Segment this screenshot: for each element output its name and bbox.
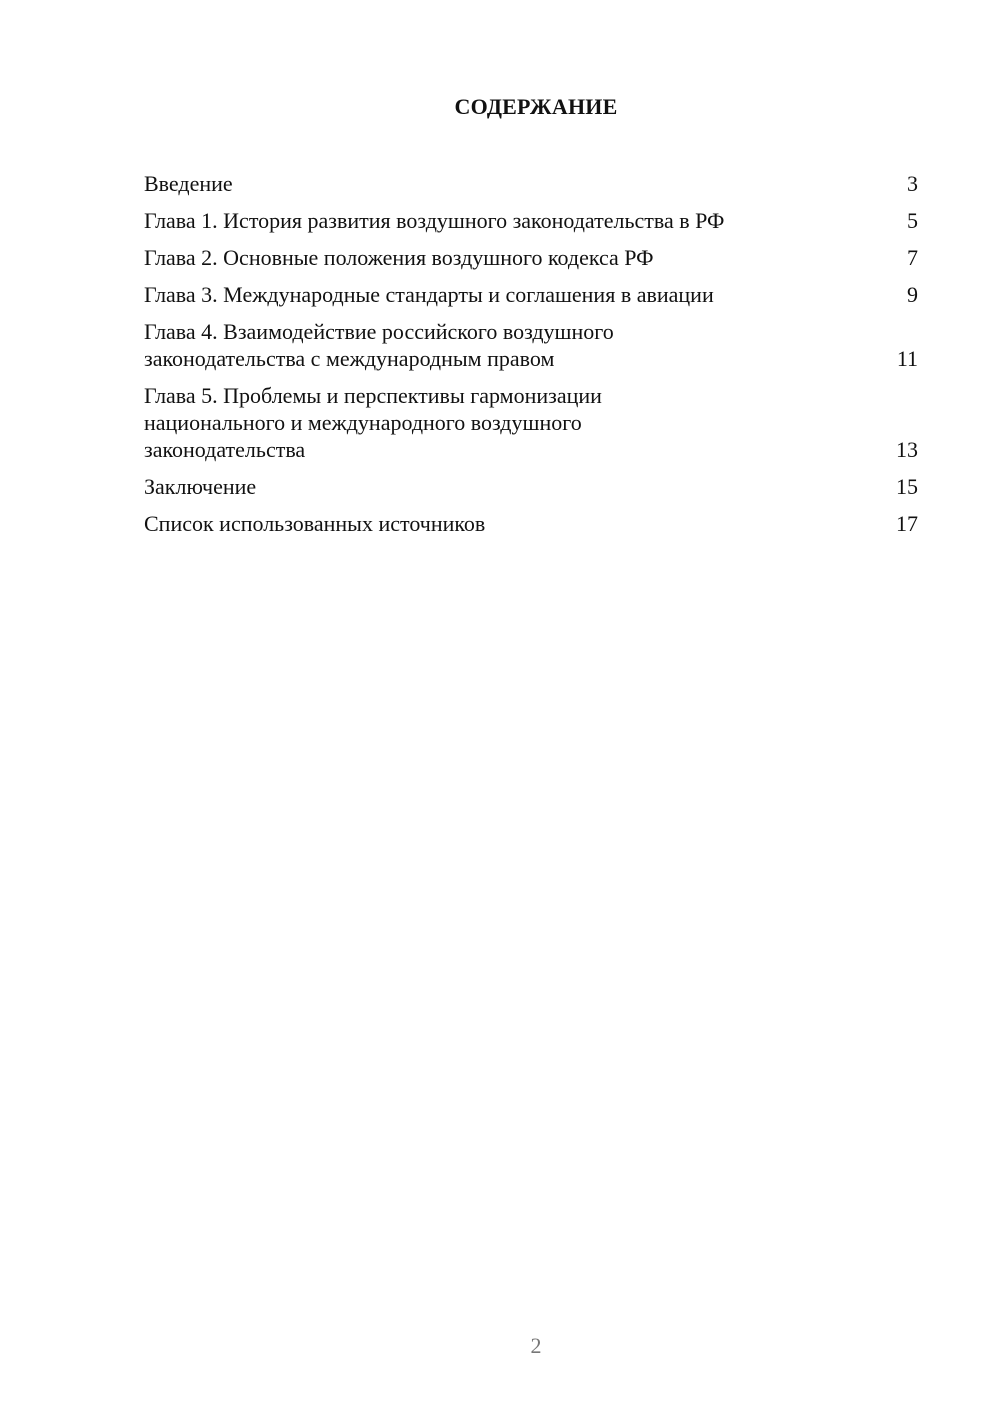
toc-entry-conclusion (144, 473, 918, 500)
toc-entry-text: Глава 1. История развития воздушного законодательства в РФ (144, 208, 725, 233)
toc-entry-text: Список использованных источников (144, 511, 486, 536)
toc-entry-chapter-1 (144, 207, 918, 234)
toc-entry-page: 11 (896, 346, 918, 371)
toc-entry-text: Глава 3. Международные стандарты и соглашения в авиации (144, 282, 714, 307)
toc-entry-text: Введение (144, 171, 233, 196)
page-title: СОДЕРЖАНИЕ (454, 94, 618, 119)
toc-entry-chapter-5 (144, 382, 918, 463)
toc-entry-text: Глава 4. Взаимодействие российского воздушного законодательства с международным правом (144, 319, 614, 371)
toc-entry-text: Глава 2. Основные положения воздушного кодекса РФ (144, 245, 654, 270)
toc-entry-page: 13 (896, 437, 918, 462)
table-of-contents (144, 170, 918, 547)
toc-entry-text: Заключение (144, 474, 257, 499)
page-number: 2 (530, 1333, 542, 1358)
toc-entry-page: 5 (907, 208, 918, 233)
toc-entry-chapter-4 (144, 318, 918, 372)
toc-entry-chapter-2 (144, 244, 918, 271)
toc-entry-chapter-3 (144, 281, 918, 308)
toc-entry-references (144, 510, 918, 537)
toc-entry-page: 3 (907, 171, 918, 196)
toc-entry-page: 9 (907, 282, 918, 307)
toc-entry-page: 7 (907, 245, 918, 270)
toc-entry-text: Глава 5. Проблемы и перспективы гармонизации национального и международного воздушного законодательства (144, 383, 602, 462)
toc-entry-page: 17 (896, 511, 918, 536)
toc-entry-page: 15 (896, 474, 918, 499)
toc-entry-introduction (144, 170, 918, 197)
